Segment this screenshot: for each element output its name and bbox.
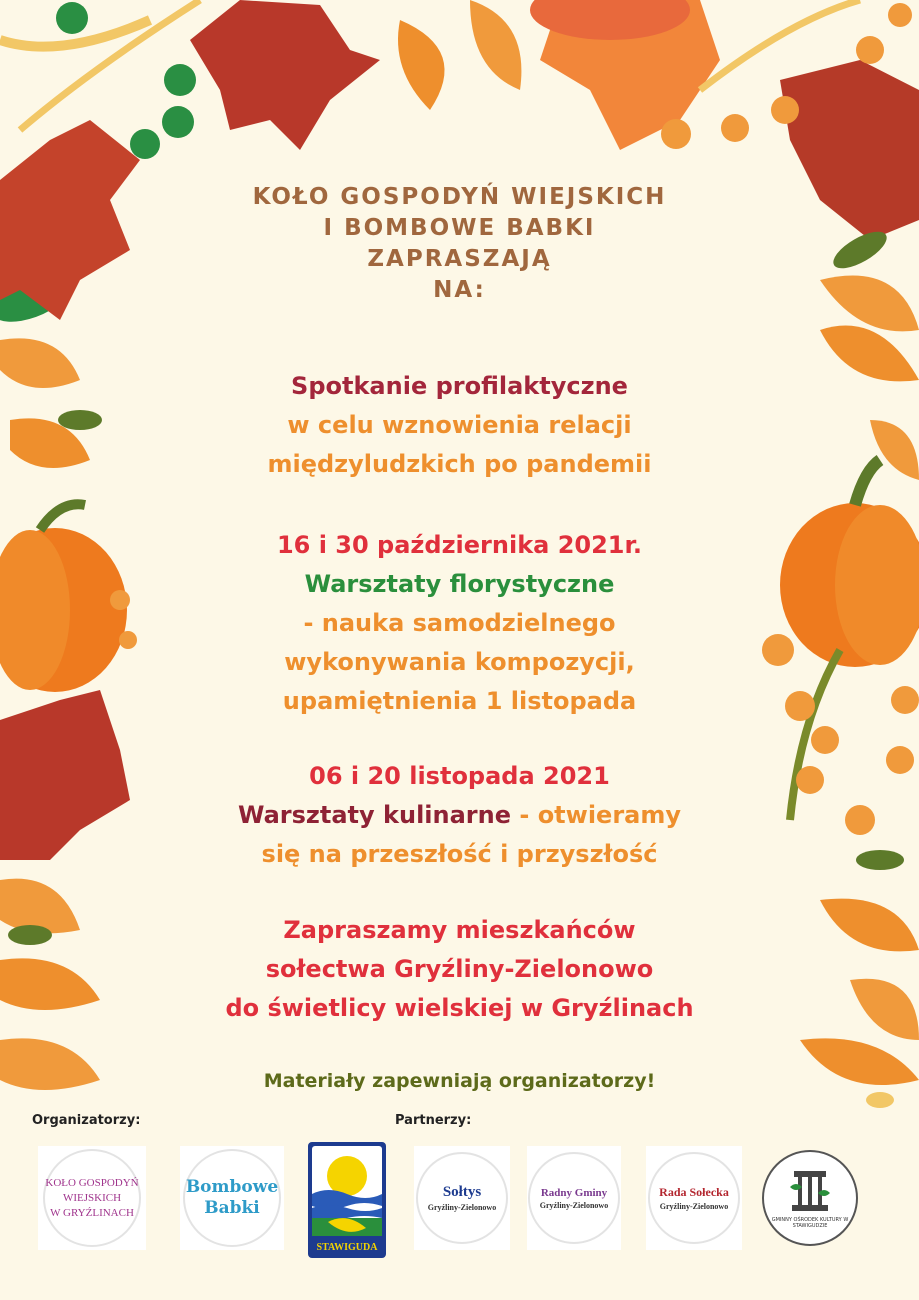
section-culinary-workshop (0, 757, 919, 874)
kgw-line3: W GRYŹLINACH (50, 1206, 134, 1219)
rada-solecka-logo (646, 1146, 742, 1250)
section3-date: 06 i 20 listopada 2021 (309, 762, 610, 790)
radny-logo (527, 1146, 621, 1250)
bombowe-line1: Bombowe (185, 1177, 279, 1197)
section-invitation (0, 911, 919, 1028)
section-floral-workshop (0, 526, 919, 721)
header-line-3: ZAPRASZAJĄ (367, 246, 552, 272)
kgw-line1: KOŁO GOSPODYŃ (45, 1176, 139, 1189)
header (0, 182, 919, 306)
materials-note: Materiały zapewniają organizatorzy! (263, 1070, 656, 1092)
section4-line2: sołectwa Gryźliny-Zielonowo (265, 955, 654, 983)
section3-title: Warsztaty kulinarne (237, 801, 512, 829)
section3-title-line (0, 796, 919, 835)
section3-line3: się na przeszłość i przyszłość (261, 840, 658, 868)
kgw-line2: WIEJSKICH (62, 1191, 122, 1204)
soltys-title: Sołtys (442, 1184, 482, 1200)
section2-line3: - nauka samodzielnego (303, 609, 616, 637)
radny-sub: Gryźliny-Zielonowo (539, 1200, 609, 1210)
section-prevention-meeting (0, 367, 919, 484)
partners-label: Partnerzy: (395, 1113, 472, 1128)
bombowe-line2: Babki (204, 1198, 260, 1218)
header-line-4: NA: (433, 277, 486, 303)
organizers-label: Organizatorzy: (32, 1113, 141, 1128)
rada-sub: Gryźliny-Zielonowo (659, 1202, 729, 1211)
section2-line4: wykonywania kompozycji, (284, 648, 635, 676)
section1-title: Spotkanie profilaktyczne (291, 372, 628, 400)
section3-title-rest: - otwieramy (511, 801, 682, 829)
section1-line3: międzyludzkich po pandemii (267, 450, 652, 478)
stawiguda-crest (308, 1142, 386, 1258)
gok-text: GMINNY OŚRODEK KULTURY W STAWIGUDZIE (771, 1217, 849, 1229)
bombowe-babki-logo (180, 1146, 284, 1250)
radny-title: Radny Gminy (540, 1186, 608, 1199)
section2-line5: upamiętnienia 1 listopada (282, 687, 637, 715)
rada-title: Rada Sołecka (659, 1185, 729, 1199)
section2-date: 16 i 30 października 2021r. (276, 531, 643, 559)
section4-line1: Zapraszamy mieszkańców (283, 916, 636, 944)
header-line-2: I BOMBOWE BABKI (323, 215, 596, 241)
section4-line3: do świetlicy wielskiej w Gryźlinach (225, 994, 694, 1022)
stawiguda-label: STAWIGUDA (316, 1242, 378, 1253)
section2-title: Warsztaty florystyczne (304, 570, 615, 598)
header-line-1: KOŁO GOSPODYŃ WIEJSKICH (252, 184, 667, 210)
soltys-logo (414, 1146, 510, 1250)
section1-line2: w celu wznowienia relacji (287, 411, 632, 439)
soltys-sub: Gryźliny-Zielonowo (427, 1203, 497, 1212)
gok-logo (762, 1146, 858, 1250)
column-icon (788, 1167, 832, 1215)
stawiguda-crest-icon (308, 1142, 386, 1240)
kgw-logo (38, 1146, 146, 1250)
